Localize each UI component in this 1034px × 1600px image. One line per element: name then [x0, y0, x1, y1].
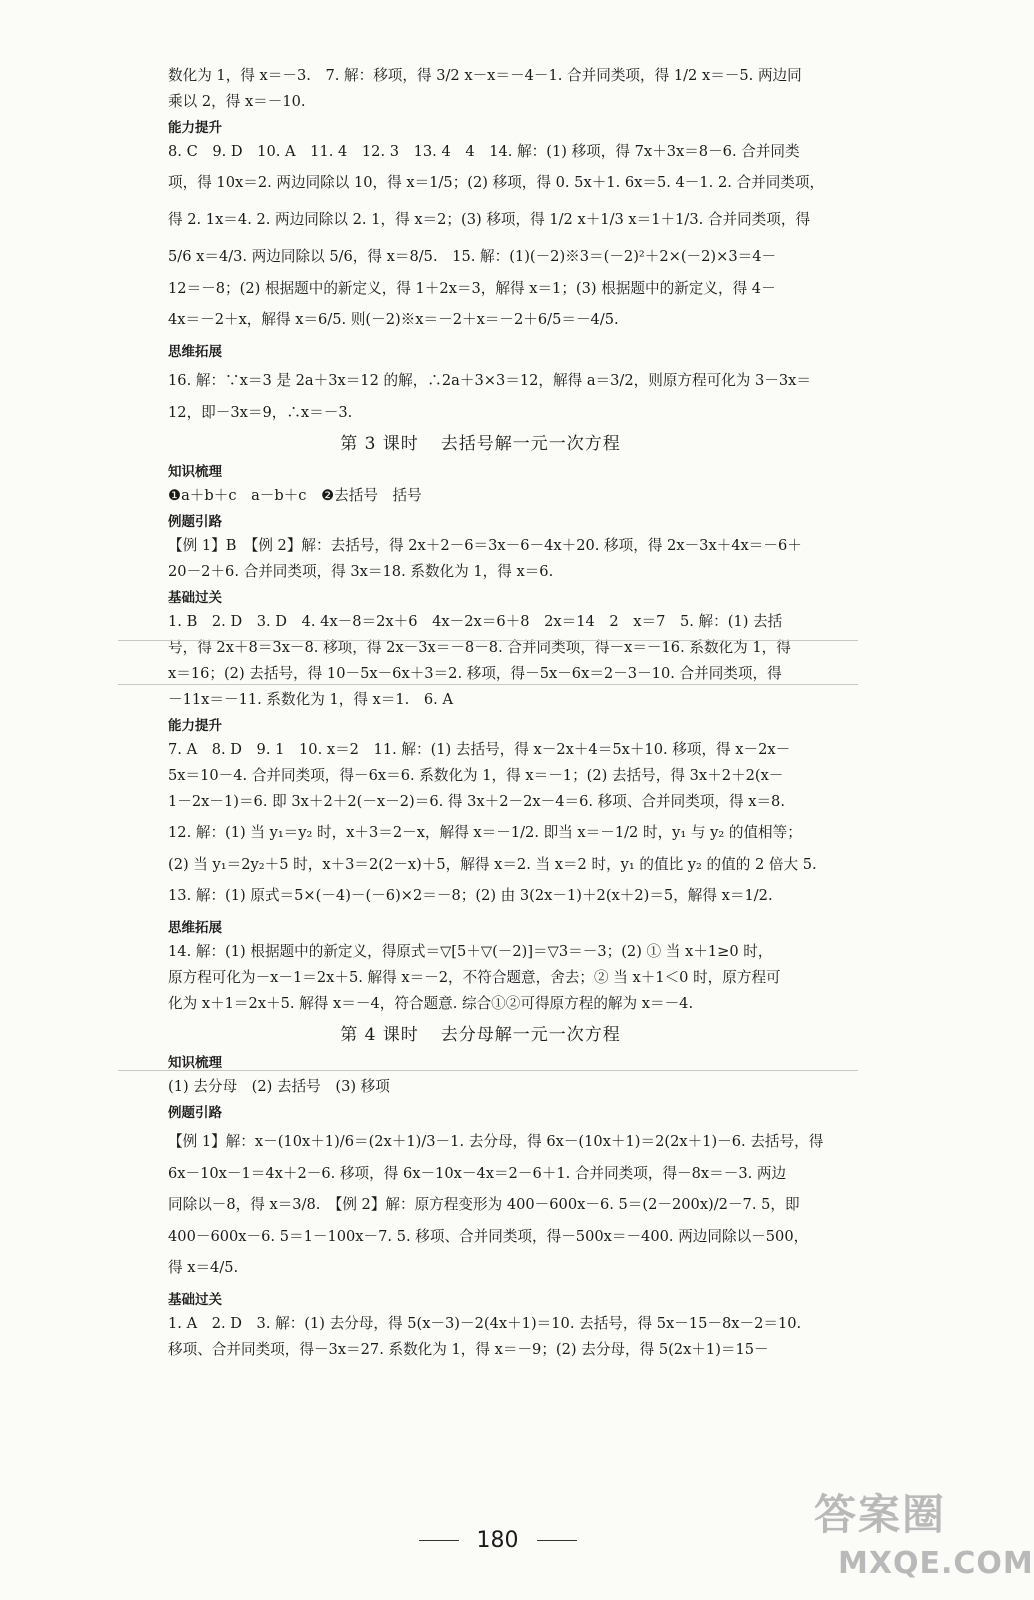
page-content — [168, 62, 825, 1362]
watermark-url: MXQE.COM — [838, 1546, 1034, 1581]
text-line: 6x－10x－1＝4x＋2－6. 移项，得 6x－10x－4x＝2－6＋1. 合并同类项，得－8x＝－3. 两边 — [168, 1164, 787, 1182]
section-heading: 思维拓展 — [168, 344, 222, 360]
site-watermark — [808, 1482, 1034, 1592]
text-line: (1) 去分母 (2) 去括号 (3) 移项 — [168, 1077, 390, 1095]
lesson-name: 去括号解一元一次方程 — [440, 434, 621, 454]
text-line: 同除以－8，得 x＝3/8. 【例 2】解：原方程变形为 400－600x－6. 5＝(2－200x)/2－7. 5，即 — [168, 1196, 800, 1213]
section-heading: 知识梳理 — [168, 1055, 222, 1071]
text-line: 5x＝10－4. 合并同类项，得－6x＝6. 系数化为 1，得 x＝－1；(2) 去括号，得 3x＋2＋2(x－ — [168, 766, 784, 784]
scan-divider — [118, 684, 858, 685]
section-heading: 能力提升 — [168, 120, 222, 136]
section-heading: 基础过关 — [168, 1292, 222, 1308]
text-line: 【例 1】B 【例 2】解：去括号，得 2x＋2－6＝3x－6－4x＋20. 移项，得 2x－3x＋4x＝－6＋ — [168, 536, 802, 554]
section-heading: 思维拓展 — [168, 920, 222, 936]
lesson-title — [168, 425, 793, 458]
footer-dash — [537, 1540, 577, 1541]
lesson-number: 第 4 课时 — [340, 1025, 419, 1045]
text-line: 16. 解：∵x＝3 是 2a＋3x＝12 的解，∴2a＋3×3＝12，解得 a＝3/2，则原方程可化为 3－3x＝ — [168, 372, 812, 389]
text-line: 得 2. 1x＝4. 2. 两边同除以 2. 1，得 x＝2；(3) 移项，得 1/2 x＋1/3 x＝1＋1/3. 合并同类项，得 — [168, 211, 811, 228]
section-heading: 知识梳理 — [168, 464, 222, 480]
footer-dash — [419, 1540, 459, 1541]
text-line: 5/6 x＝4/3. 两边同除以 5/6，得 x＝8/5. 15. 解：(1)(－2)※3＝(－2)²＋2×(－2)×3＝4－ — [168, 248, 777, 265]
section-heading: 能力提升 — [168, 718, 222, 734]
text-line: 化为 x＋1＝2x＋5. 解得 x＝－4，符合题意. 综合①②可得原方程的解为 x＝－4. — [168, 994, 694, 1012]
text-line: 12＝－8；(2) 根据题中的新定义，得 1＋2x＝3，解得 x＝1；(3) 根据题中的新定义，得 4－ — [168, 279, 776, 297]
text-line: 8. C 9. D 10. A 11. 4 12. 3 13. 4 4 14. 解：(1) 移项，得 7x＋3x＝8－6. 合并同类 — [168, 142, 800, 160]
page-number: 180 — [476, 1527, 519, 1553]
text-line: 移项、合并同类项，得－3x＝27. 系数化为 1，得 x＝－9；(2) 去分母，得 5(2x＋1)＝15－ — [168, 1340, 769, 1358]
text-line: 13. 解：(1) 原式＝5×(－4)－(－6)×2＝－8；(2) 由 3(2x－1)＋2(x＋2)＝5，解得 x＝1/2. — [168, 887, 773, 904]
text-line: 12. 解：(1) 当 y₁＝y₂ 时，x＋3＝2－x，解得 x＝－1/2. 即当 x＝－1/2 时，y₁ 与 y₂ 的值相等； — [168, 824, 802, 841]
text-line: (2) 当 y₁＝2y₂＋5 时，x＋3＝2(2－x)＋5，解得 x＝2. 当 x＝2 时，y₁ 的值比 y₂ 的值的 2 倍大 5. — [168, 855, 817, 873]
text-line: 1－2x－1)＝6. 即 3x＋2＋2(－x－2)＝6. 得 3x＋2－2x－4＝6. 移项、合并同类项，得 x＝8. — [168, 792, 785, 810]
text-line: 数化为 1，得 x＝－3. 7. 解：移项，得 3/2 x－x＝－4－1. 合并同类项，得 1/2 x＝－5. 两边同 — [168, 66, 802, 84]
lesson-number: 第 3 课时 — [340, 434, 419, 454]
section-heading: 例题引路 — [168, 1105, 222, 1121]
text-line: 原方程可化为－x－1＝2x＋5. 解得 x＝－2，不符合题意，舍去；② 当 x＋1＜0 时，原方程可 — [168, 968, 781, 986]
text-line: 【例 1】解：x－(10x＋1)/6＝(2x＋1)/3－1. 去分母，得 6x－(10x＋1)＝2(2x＋1)－6. 去括号，得 — [168, 1133, 824, 1150]
text-line: 得 x＝4/5. — [168, 1259, 239, 1276]
section-heading: 基础过关 — [168, 590, 222, 606]
text-line: ❶a＋b＋c a－b＋c ❷去括号 括号 — [168, 486, 422, 504]
text-line: 1. B 2. D 3. D 4. 4x－8＝2x＋6 4x－2x＝6＋8 2x＝14 2 x＝7 5. 解：(1) 去括 — [168, 612, 783, 630]
text-line: 7. A 8. D 9. 1 10. x＝2 11. 解：(1) 去括号，得 x－2x＋4＝5x＋10. 移项，得 x－2x－ — [168, 740, 791, 758]
text-line: x＝16；(2) 去括号，得 10－5x－6x＋3＝2. 移项，得－5x－6x＝2－3－10. 合并同类项，得 — [168, 664, 782, 682]
text-line: 14. 解：(1) 根据题中的新定义，得原式＝▽[5＋▽(－2)]＝▽3＝－3；(2) ① 当 x＋1≥0 时， — [168, 942, 773, 960]
text-line: 乘以 2，得 x＝－10. — [168, 92, 306, 110]
text-line: 20－2＋6. 合并同类项，得 3x＝18. 系数化为 1，得 x＝6. — [168, 562, 554, 580]
text-line: 400－600x－6. 5＝1－100x－7. 5. 移项、合并同类项，得－500x＝－400. 两边同除以－500， — [168, 1227, 809, 1245]
text-line: 12，即－3x＝9，∴x＝－3. — [168, 403, 353, 421]
watermark-logo-text: 答案圈 — [814, 1490, 947, 1539]
lesson-name: 去分母解一元一次方程 — [440, 1025, 621, 1045]
text-line: 4x＝－2＋x，解得 x＝6/5. 则(－2)※x＝－2＋x＝－2＋6/5＝－4/5. — [168, 311, 619, 328]
scan-divider — [118, 1070, 858, 1071]
text-line: 号，得 2x＋8＝3x－8. 移项，得 2x－3x＝－8－8. 合并同类项，得－x＝－16. 系数化为 1，得 — [168, 638, 791, 656]
text-line: 1. A 2. D 3. 解：(1) 去分母，得 5(x－3)－2(4x＋1)＝10. 去括号，得 5x－15－8x－2＝10. — [168, 1314, 802, 1332]
text-line: 项，得 10x＝2. 两边同除以 10，得 x＝1/5；(2) 移项，得 0. 5x＋1. 6x＝5. 4－1. 2. 合并同类项， — [168, 174, 825, 191]
lesson-title — [168, 1016, 793, 1049]
scan-divider — [118, 640, 858, 641]
section-heading: 例题引路 — [168, 514, 222, 530]
text-line: －11x＝－11. 系数化为 1，得 x＝1. 6. A — [168, 690, 453, 708]
